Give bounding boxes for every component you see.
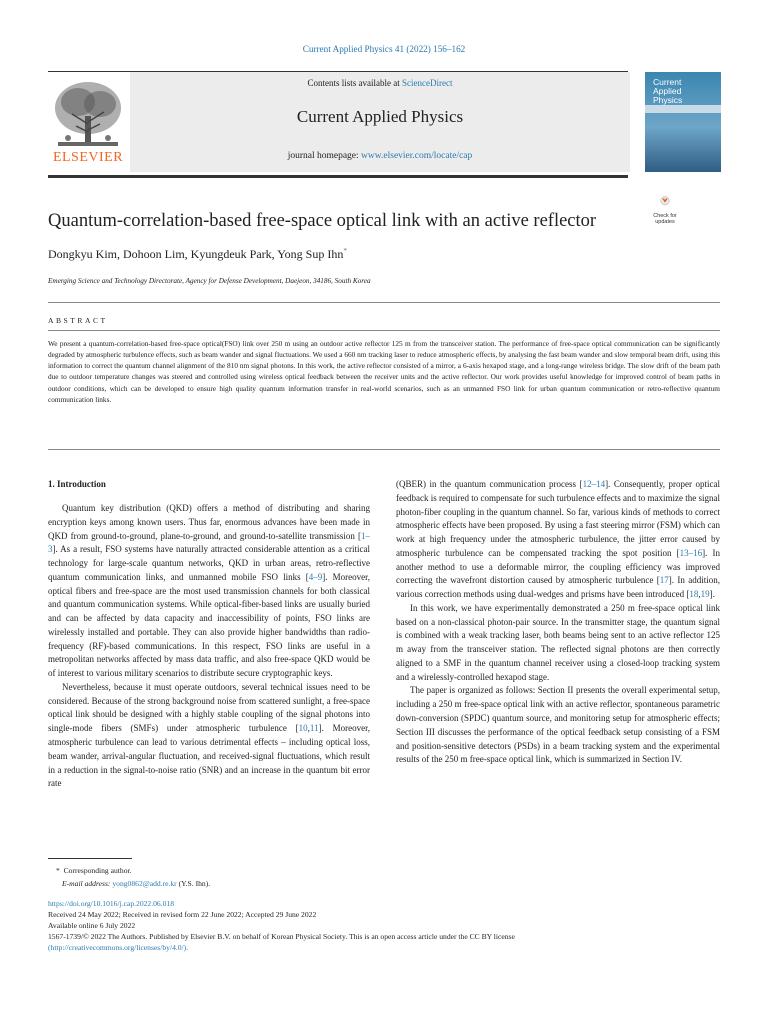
paragraph	[48, 681, 370, 791]
divider	[48, 330, 720, 331]
check-for-updates-icon[interactable]	[648, 196, 682, 214]
homepage-prefix: journal homepage:	[287, 151, 362, 161]
abstract-heading: ABSTRACT	[48, 316, 108, 325]
section-heading-introduction: 1. Introduction	[48, 479, 106, 489]
author-list	[48, 247, 347, 262]
text-run: ]. Consequently, proper optical feedback is required to compensate for such turbulence effects and to maximize the signal photon-fiber coupling in the quantum channel. So far, various kinds of methods to correct atmospheric effects have been proposed. By using a fast steering mirror (FSM) which can work at high frequency under the atmospheric turbulence, the jitter error caused by atmospheric turbulence can be compensated tracking the spot position [	[396, 479, 720, 558]
article-title: Quantum-correlation-based free-space optical link with an active reflector	[48, 211, 597, 231]
email-note	[62, 879, 210, 888]
cover-title-line: Current	[653, 77, 682, 87]
cover-title-line: Physics	[653, 94, 683, 105]
text-run: ]. In another method to use a deformable mirror, the coupling efficiency was improved correcting the wavefront distortion caused by atmospheric turbulence [	[396, 547, 721, 586]
publisher-name: ELSEVIER	[52, 150, 124, 165]
license-text: 1567-1739/© 2022 The Authors. Published by Elsevier B.V. on behalf of Korean Physical Society. This is an open access article under the CC BY license	[48, 932, 515, 941]
citation-link[interactable]: 1–3	[48, 530, 370, 555]
cover-band	[645, 105, 721, 113]
right-column	[396, 478, 720, 767]
divider	[48, 302, 720, 303]
cover-title	[653, 78, 682, 105]
contents-line	[130, 78, 630, 88]
text-run: ,	[698, 589, 701, 600]
citation-link[interactable]: 13–16	[679, 547, 703, 558]
corresponding-author-mark[interactable]: *	[343, 247, 347, 255]
email-link[interactable]: yong0862@add.re.kr	[112, 879, 177, 888]
contents-prefix: Contents lists available at	[307, 78, 402, 88]
journal-title: Current Applied Physics	[296, 107, 464, 126]
affiliation: Emerging Science and Technology Directorate, Agency for Defense Development, Daejeon, 34186, South Korea	[48, 277, 371, 285]
text-run: ]. In addition, various correction methods using dual-wedges and prisms have been introduced [	[396, 575, 720, 600]
paragraph	[48, 502, 370, 681]
divider	[48, 449, 720, 450]
journal-homepage	[130, 151, 630, 161]
text-run: ].	[709, 589, 715, 600]
corresponding-author-note	[56, 866, 132, 875]
paragraph: The paper is organized as follows: Section II presents the overall experimental setup, including a 250 m free-space optical link with an active reflector, spontaneous parametric down-conversion (SPDC) quantum source, and monitoring setup for atmospheric effects; Section III discusses the performance of the optical feedback setup consisting of a FSM and position-sensitive detectors (PSDs) in a beam tracking system and the experimental results of the 250 m free-space optical link, which is summarized in Section IV.	[396, 685, 720, 765]
check-for-updates-label[interactable]: Check for updates	[653, 213, 677, 226]
article-history	[48, 898, 720, 953]
abstract-body: We present a quantum-correlation-based free-space optical(FSO) link over 250 m using an outdoor active reflector 125 m from the transceiver station. The performance of free-space optical communication can be significantly degraded by atmospheric turbulence effects, such as beam wander and signal fluctuations. We used a 660 nm tracking laser to reduce atmospheric effects, by analysing the fast beam wander and slow temporal beam drift, using this information to correct the quantum channel alignment of the 810 nm signal photons. In this work, the active reflector consisted of a mirror, a 6-axis hexapod stage, and a long-range wireless bridge. The slow drift of the beam path due to outdoor temperature changes was steered and controlled using wireless optical feedback between the receiver units and the active reflector. Our work provides useful knowledge for improved control of beam paths in outdoor conditions, which can be developed to ensure high quality quantum information transfer in real-world scenarios, such as an unmanned FSO link for urban quantum communication or retro-reflective quantum communication links.	[48, 339, 720, 404]
journal-citation[interactable]: Current Applied Physics 41 (2022) 156–162	[302, 44, 466, 54]
doi-link[interactable]: https://doi.org/10.1016/j.cap.2022.06.018	[48, 899, 174, 908]
email-label: E-mail address:	[62, 879, 111, 888]
citation-link[interactable]: 11	[309, 723, 319, 734]
received-dates: Received 24 May 2022; Received in revised form 22 June 2022; Accepted 29 June 2022	[48, 910, 317, 919]
text-run: (QBER) in the quantum communication process [	[396, 479, 583, 489]
sciencedirect-link[interactable]: ScienceDirect	[402, 78, 453, 88]
text-run: ]. Moreover, optical fibers and free-space are the most used transmission channels for both classical and quantum communication systems. While optical-fiber-based links are usually buried and can be affected by data capacity and inaccessibility of points, FSO links are wirelessly installed and portable. They can also provide higher bandwidths than radio-frequency (RF)-based communications. In this respect, FSO links are useful in a metropolitan networks affected by mass data traffic, and also free-space QKD would be of interest to various military scenarios to distribute secure cryptographic keys.	[48, 571, 370, 679]
authors-text: Dongkyu Kim, Dohoon Lim, Kyungdeuk Park, Yong Sup Ihn	[48, 247, 344, 261]
license-link[interactable]: (http://creativecommons.org/licenses/by/4.0/).	[48, 943, 189, 952]
citation-link[interactable]: 4–9	[308, 571, 323, 582]
citation-link[interactable]: 17	[659, 575, 669, 586]
paragraph: In this work, we have experimentally demonstrated a 250 m free-space optical link based on a non-classical photon-pair source. In the transmitter stage, the quantum signal is combined with a weak tracking laser, both beams being sent to an active reflector 125 m away from the transceiver station. The reflected signal photons are then correctly aligned to a SMF in the quantum channel receiver using a closed-loop tracking system and a wirelessly-controlled hexapod stage.	[396, 602, 720, 682]
footnote-mark: *	[56, 866, 60, 875]
text-run: ,	[307, 723, 310, 734]
cover-title-line: Applied	[653, 85, 682, 96]
footnote-rule	[48, 858, 132, 859]
citation-link[interactable]: 18	[689, 589, 699, 600]
online-date: Available online 6 July 2022	[48, 921, 136, 930]
header-bottom-rule	[48, 175, 628, 178]
text-run: Quantum key distribution (QKD) offers a method of distributing and sharing encryption keys among known users. Thus far, enormous advances have been made in QKD from ground-to-ground, plane-to-ground, and ground-to-satellite transmission [	[48, 503, 370, 541]
text-run: Nevertheless, because it must operate outdoors, several technical issues need to be considered. Because of the strong background noise from scattered sunlight, a free-space optical link should be designed with a highly stable coupling of the signal photons into single-mode fibers (SMFs) under atmospheric turbulence [	[48, 681, 370, 734]
text-run: ]. As a result, FSO systems have naturally attracted considerable attention as a critical technology for large-scale quantum networks, QKD in urban areas, retro-reflective quantum communication links, and unmanned mobile FSO links [	[48, 544, 370, 582]
text-run: ]. Moreover, atmospheric turbulence can lead to various detrimental effects – including optical loss, beam wander, arrival-angular fluctuation, and received-signal fluctuations, which result in a reduction in the signal-to-noise ratio (SNR) and an increase in the quantum bit error rate	[48, 723, 371, 789]
left-column	[48, 502, 370, 791]
journal-cover-thumbnail	[645, 72, 721, 172]
footnote-text: Corresponding author.	[63, 866, 132, 875]
citation-link[interactable]: 19	[700, 589, 710, 600]
email-suffix: (Y.S. Ihn).	[178, 879, 211, 888]
paragraph	[396, 478, 720, 602]
citation-link[interactable]: 10	[298, 723, 308, 734]
homepage-link[interactable]: www.elsevier.com/locate/cap	[361, 151, 473, 161]
citation-link[interactable]: 12–14	[582, 479, 606, 489]
